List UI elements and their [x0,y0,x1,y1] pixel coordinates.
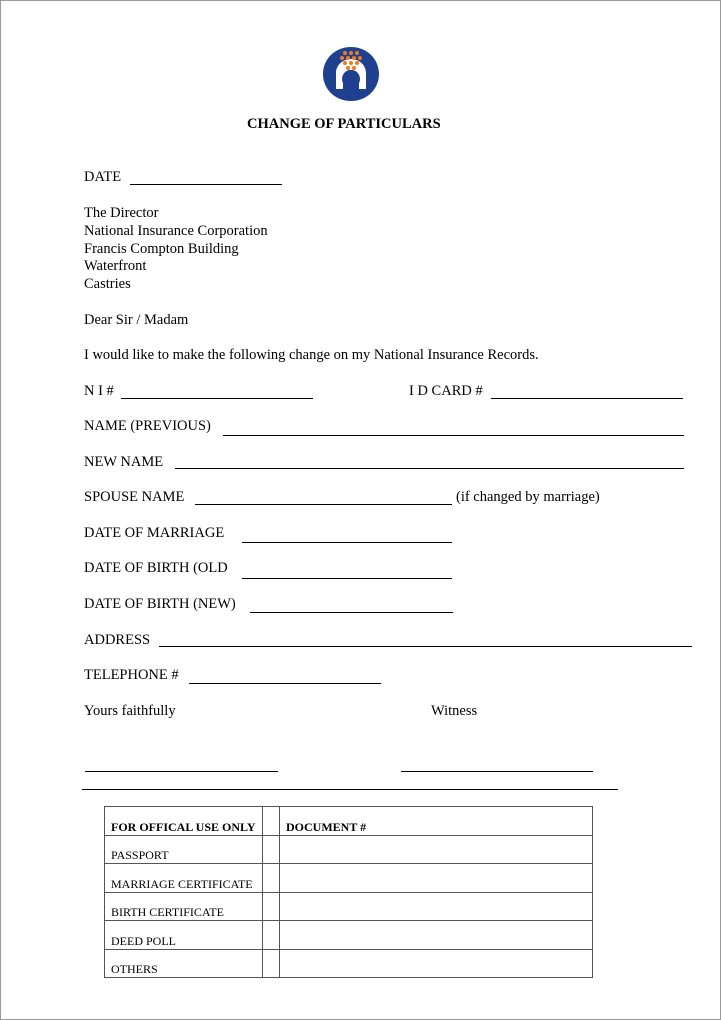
spouse-name-label: SPOUSE NAME [84,489,185,505]
row-label-marriage-certificate: MARRIAGE CERTIFICATE [105,864,263,893]
witness-label: Witness [431,703,478,719]
document-number-cell[interactable] [280,892,593,921]
table-row [105,835,593,864]
document-number-cell[interactable] [280,835,593,864]
greeting: Dear Sir / Madam [84,312,189,328]
spouse-note: (if changed by marriage) [456,489,600,505]
address-line-5: Castries [84,276,131,292]
date-label: DATE [84,169,122,185]
dob-new-line[interactable] [250,612,453,613]
dob-old-label: DATE OF BIRTH (OLD [84,560,228,576]
intro-text: I would like to make the following change on my National Insurance Records. [84,347,539,363]
table-row [105,864,593,893]
office-table-header-row [105,807,593,836]
ni-label: N I # [84,383,114,399]
office-use-header: FOR OFFICAL USE ONLY [105,807,263,836]
row-label-passport: PASSPORT [105,835,263,864]
new-name-line[interactable] [175,468,684,469]
office-check-cell[interactable] [263,949,280,978]
address-line-4: Waterfront [84,258,147,274]
address-line-1: The Director [84,205,159,221]
divider-line [82,789,618,790]
yours-faithfully: Yours faithfully [84,703,176,719]
table-row [105,949,593,978]
dob-new-label: DATE OF BIRTH (NEW) [84,596,236,612]
row-label-deed-poll: DEED POLL [105,921,263,950]
dob-old-line[interactable] [242,578,452,579]
page-title: CHANGE OF PARTICULARS [247,116,441,132]
office-check-cell[interactable] [263,807,280,836]
document-number-cell[interactable] [280,864,593,893]
date-line[interactable] [130,184,282,185]
nic-logo [321,45,381,103]
id-card-label: I D CARD # [409,383,483,399]
id-card-line[interactable] [491,398,683,399]
logo-head [342,70,360,88]
date-of-marriage-line[interactable] [242,542,452,543]
telephone-label: TELEPHONE # [84,667,179,683]
name-previous-label: NAME (PREVIOUS) [84,418,211,434]
table-row [105,892,593,921]
date-of-marriage-label: DATE OF MARRIAGE [84,525,225,541]
office-check-cell[interactable] [263,892,280,921]
office-check-cell[interactable] [263,835,280,864]
office-check-cell[interactable] [263,864,280,893]
witness-signature-line[interactable] [401,771,593,772]
row-label-others: OTHERS [105,949,263,978]
office-use-table [104,806,593,978]
telephone-line[interactable] [189,683,381,684]
address-line[interactable] [159,646,692,647]
address-label: ADDRESS [84,632,151,648]
document-number-header: DOCUMENT # [280,807,593,836]
row-label-birth-certificate: BIRTH CERTIFICATE [105,892,263,921]
document-number-cell[interactable] [280,921,593,950]
address-line-3: Francis Compton Building [84,241,239,257]
signature-line[interactable] [85,771,278,772]
name-previous-line[interactable] [223,435,684,436]
spouse-name-line[interactable] [195,504,452,505]
address-line-2: National Insurance Corporation [84,223,268,239]
new-name-label: NEW NAME [84,454,164,470]
document-number-cell[interactable] [280,949,593,978]
table-row [105,921,593,950]
office-check-cell[interactable] [263,921,280,950]
ni-line[interactable] [121,398,313,399]
